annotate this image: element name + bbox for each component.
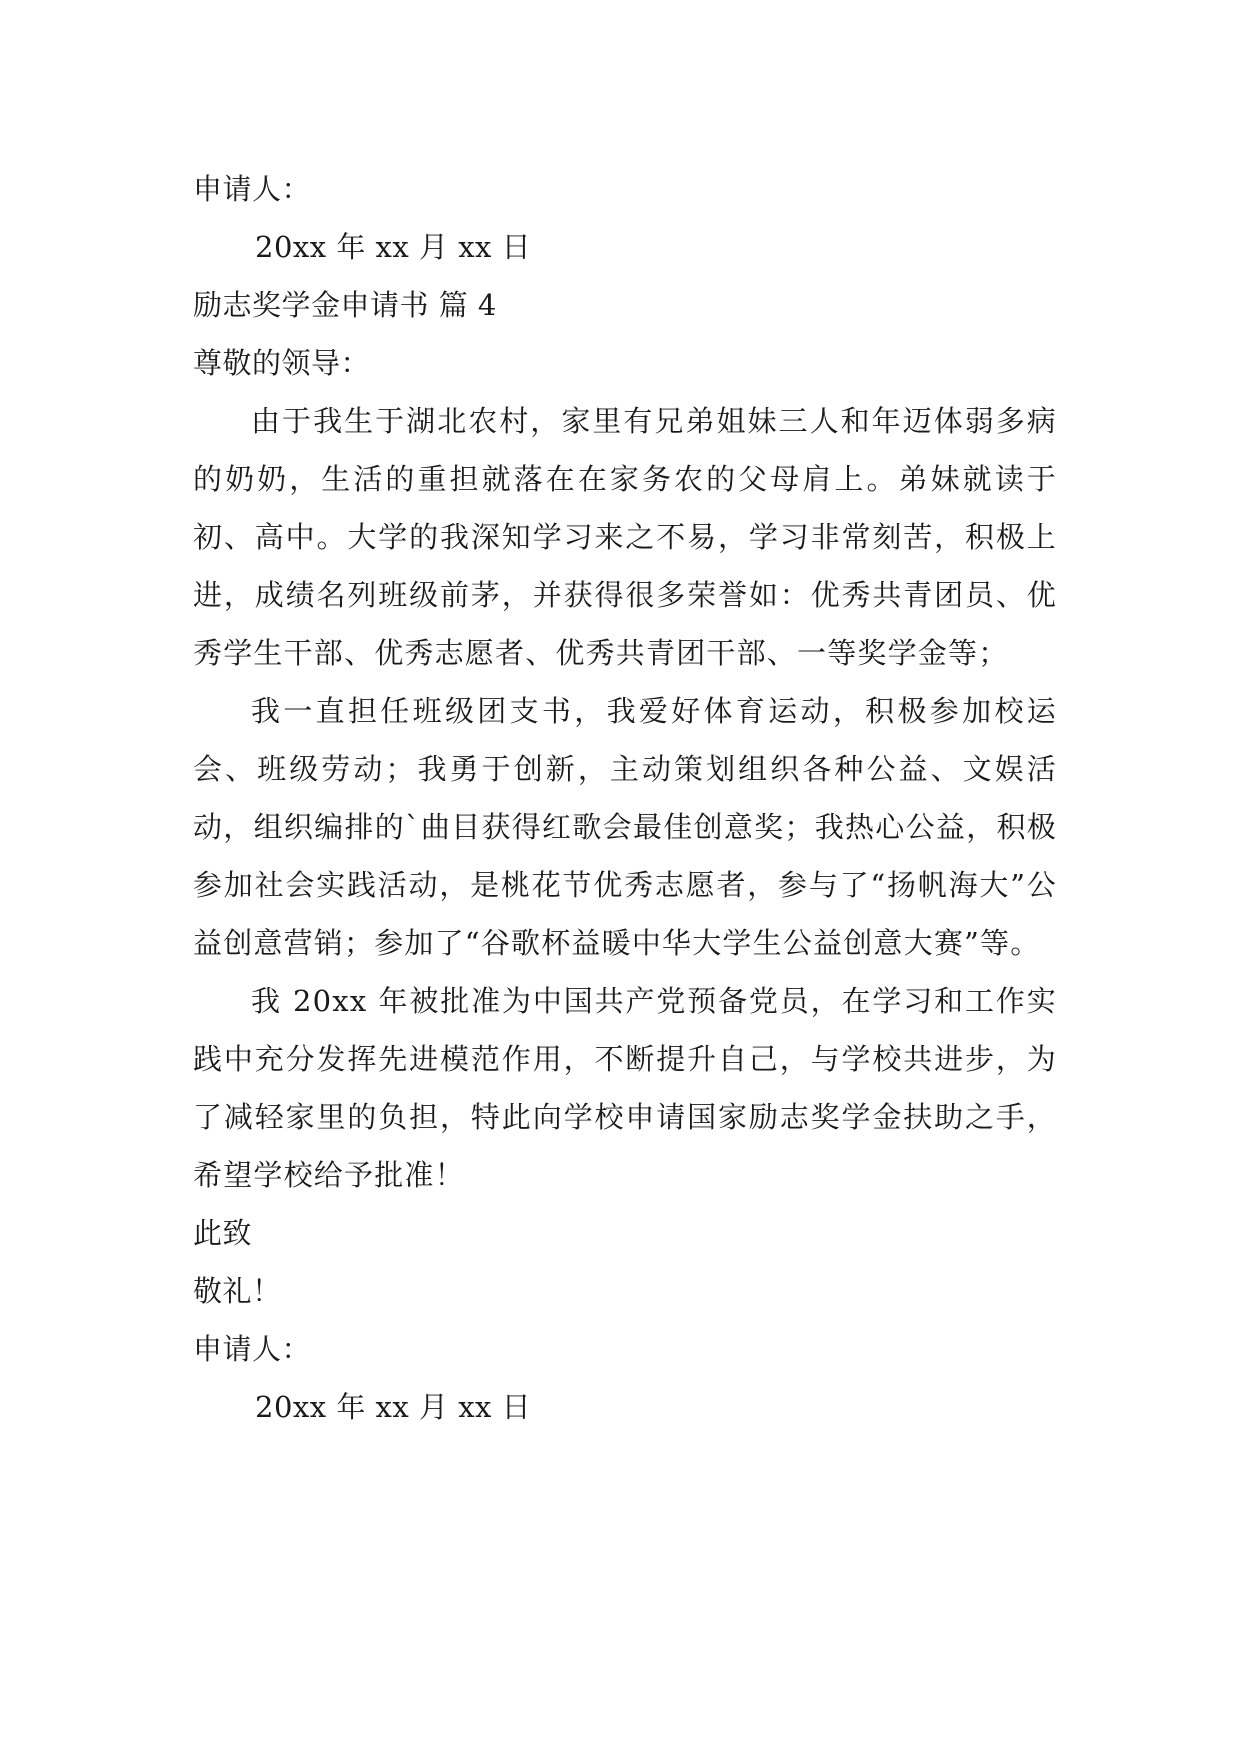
salutation: 尊敬的领导：	[193, 346, 371, 380]
applicant-label: 申请人：	[193, 172, 312, 206]
applicant-label-2: 申请人：	[193, 1332, 312, 1366]
document-body	[193, 160, 1057, 1436]
closing-line-2: 敬礼！	[193, 1274, 282, 1308]
section-title: 励志奖学金申请书 篇 4	[193, 288, 497, 322]
body-paragraph-1: 由于我生于湖北农村，家里有兄弟姐妹三人和年迈体弱多病的奶奶，生活的重担就落在在家务农的父母肩上。弟妹就读于初、高中。大学的我深知学习来之不易，学习非常刻苦，积极上进，成绩名列班级前茅，并获得很多荣誉如：优秀共青团员、优秀学生干部、优秀志愿者、优秀共青团干部、一等奖学金等；	[193, 404, 1057, 670]
application-date: 20xx 年 xx 月 xx 日	[255, 230, 532, 264]
body-paragraph-2: 我一直担任班级团支书，我爱好体育运动，积极参加校运会、班级劳动；我勇于创新，主动策划组织各种公益、文娱活动，组织编排的`曲目获得红歌会最佳创意奖；我热心公益，积极参加社会实践活动，是桃花节优秀志愿者，参与了“扬帆海大”公益创意营销；参加了“谷歌杯益暖中华大学生公益创意大赛”等。	[193, 694, 1057, 960]
closing-line-1: 此致	[193, 1216, 253, 1250]
body-paragraph-3: 我 20xx 年被批准为中国共产党预备党员，在学习和工作实践中充分发挥先进模范作用，不断提升自己，与学校共进步，为了减轻家里的负担，特此向学校申请国家励志奖学金扶助之手，希望学校给予批准！	[193, 984, 1057, 1192]
application-date-2: 20xx 年 xx 月 xx 日	[255, 1390, 532, 1424]
